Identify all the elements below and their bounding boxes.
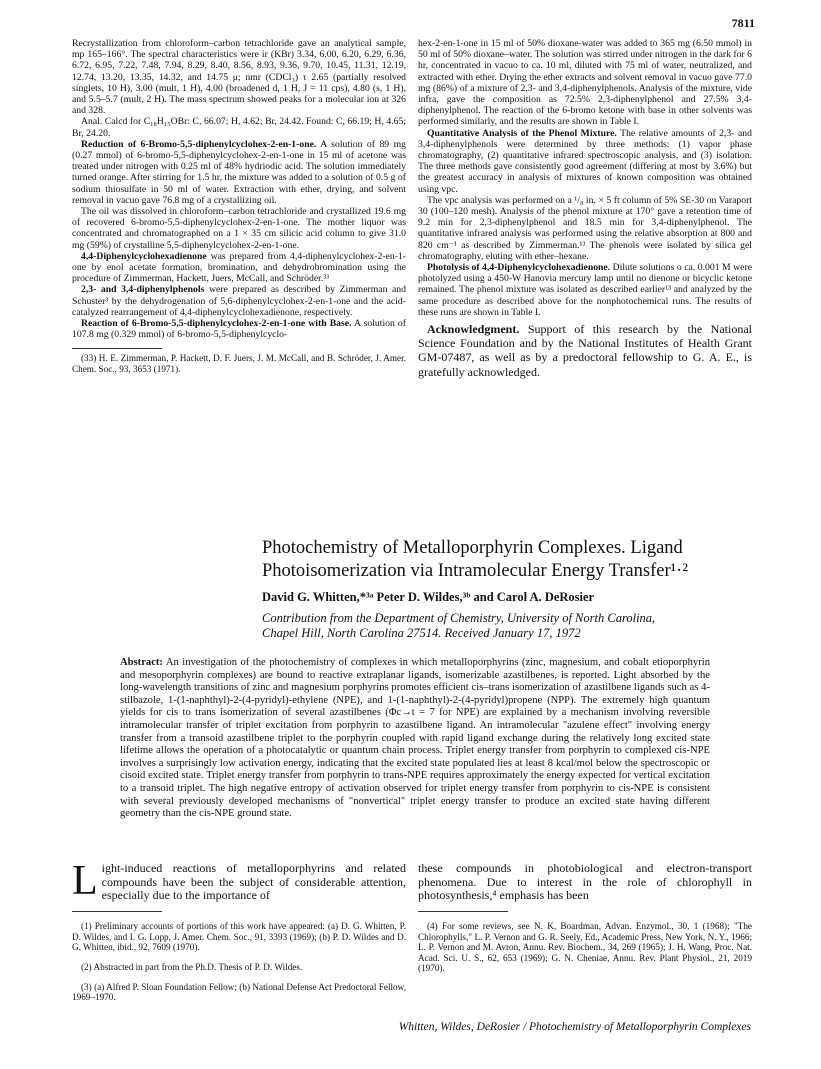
paragraph — [72, 139, 406, 206]
paragraph — [72, 38, 406, 116]
title-line: Photochemistry of Metalloporphyrin Complexes. Ligand — [262, 538, 683, 558]
footnote-divider — [418, 911, 508, 912]
title-line: Photoisomerization via Intramolecular Energy Transfer¹·² — [262, 561, 688, 581]
paragraph-heading: Quantitative Analysis of the Phenol Mixture. — [427, 127, 617, 139]
running-footer: Whitten, Wildes, DeRosier / Photochemistry of Metalloporphyrin Complexes — [398, 1021, 751, 1033]
body-right-column — [418, 862, 752, 1012]
paragraph-text: A solution of 89 mg (0.27 mmol) of 6-bromo-5,5-diphenylcyclohex-2-en-1-one in 15 ml of acetone was treated under nitrogen with 0.25 ml of 48% hydriodic acid. The solution immediately turned orange. After stirring for 1.5 hr, the mixture was added to a solution of 0.5 g of sodium thiosulfate in 50 ml of water. Extraction with ether, drying, and solvent removal in vacuo gave 76.8 mg of a crystallizing oil. — [72, 138, 406, 206]
paragraph-heading: 2,3- and 3,4-diphenylphenols — [81, 284, 205, 296]
footnote: (1) Preliminary accounts of portions of this work have appeared: (a) D. G. Whitten, P. D. Wildes, and I. G. Lopp, J. Amer. Chem. Soc., 91, 3393 (1969); (b) P. D. Wildes and D. G. Whitten, ibid., 92, 7609 (1970). — [72, 920, 406, 953]
top-left-column — [72, 38, 406, 379]
paragraph-text: Anal. Calcd for C₁₈H₁₅OBr: C, 66.07; H, 4.62; Br, 24.42. Found: C, 66.19; H, 4.65; Br, 24.20. — [72, 116, 406, 139]
footnote: (33) H. E. Zimmerman, P. Hackett, D. F. Juers, J. M. McCall, and B. Schröder, J. Amer. Chem. Soc., 93, 3653 (1971). — [72, 353, 406, 375]
paragraph-heading: Reaction of 6-Bromo-5,5-diphenylcyclohex-2-en-1-one with Base. — [81, 318, 352, 330]
drop-cap: L — [72, 858, 98, 904]
paragraph-text: hex-2-en-1-one in 15 ml of 50% dioxane-water was added to 365 mg (6.50 mmol) in 50 ml of 50% dioxane–water. The solution was stirred under nitrogen in the dark for 6 hr, concentrated in vacuo to ca. 10 ml, diluted with 75 ml of water, neutralized, and extracted with ether. Drying the ether extracts and solvent removal in vacuo gave 77.0 mg (86%) of a mixture of 2,3- and 3,4-diphenylphenols. Analysis of the mixture, vide infra, gave the composition as 72.5% 2,3-diphenylphenol and 27.5% 3,4-diphenylphenol. The reaction of the 6-bromo ketone with base in other solvents was performed similarly, and the results are shown in Table I. — [418, 38, 752, 128]
paragraph-text: A solution of 107.8 mg (0.329 mmol) of 6-bromo-5,5-diphenylcyclo- — [72, 318, 406, 341]
paragraph-heading: 4,4-Diphenylcyclohexadienone — [81, 250, 207, 262]
paragraph — [418, 195, 752, 262]
paragraph-text: Recrystallization from chloroform–carbon tetrachloride gave an analytical sample, mp 165–166°. The spectral characteristics were ir (KBr) 3.34, 6.00, 6.20, 6.29, 6.36, 6.72, 6.95, 7.22, 7.48, 7.94, 8.29, 8.40, 8.56, 8.93, 9.36, 9.70, 10.45, 11.31, 12.19, 12.74, 13.20, 13.35, 14.32, and 14.75 μ; nmr (CDCl₃) τ 2.65 (partially resolved singlets, 10 H), 3.00 (mult, 1 H), 4.00 (broadened d, 1 H, J = 11 cps), 4.80 (s, 1 H), and 5.5–5.7 (mult, 2 H). The mass spectrum showed peaks for a molecular ion at 326 and 328. — [72, 38, 406, 117]
affiliation — [262, 611, 742, 641]
paragraph — [418, 38, 752, 128]
paragraph — [72, 858, 406, 904]
article-header — [262, 537, 742, 641]
introduction-section — [72, 858, 752, 1012]
page-number: 7811 — [731, 16, 755, 30]
footnote-divider — [72, 911, 162, 912]
abstract — [120, 657, 710, 821]
paragraph-text: were prepared as described by Zimmerman and Schuster³ by the dehydrogenation of 5,6-diphenylcyclohex-2-en-1-one and the acid-catalyzed rearrangement of 4,4-diphenylcyclohexadienone, respectively. — [72, 284, 406, 318]
paragraph — [418, 262, 752, 318]
acknowledgment-text: Support of this research by the National Science Foundation and by the National Institutes of Health Grant GM-07487, as well as by a predoctoral fellowship to G. A. E., is gratefully acknowledged. — [418, 322, 752, 379]
experimental-section — [72, 38, 752, 379]
abstract-text: An investigation of the photochemistry of complexes in which metalloporphyrins (zinc, magnesium, and cobalt etioporphyrin and mesoporphyrin complexes) are bound to reactive extraplanar ligands, isomerizable azastilbenes, is reported. Light absorbed by the long-wavelength transitions of zinc and magnesium porphyrins promotes efficient cis–trans isomerization of azastilbene ligands such as 4-stilbazole, 1-(1-naphthyl)-2-(4-pyridyl)-ethylene (NPE), and 1-(1-naphthyl)-2-(4-pyridyl)propene (NPP). The extremely high quantum yields for cis to trans isomerization of several azastilbenes (Φc→t = 7 for NPE) are explained by a mechanism involving reversible intramolecular transfer of triplet excitation from porphyrin to azastilbene ligand. An intramolecular "azulene effect" involving energy transfer from a transoid azastilbene triplet to the porphyrin coupled with rapid ligand exchange during the relatively long excited state lifetime allows the operation of a photocatalytic or quantum chain process. Triplet energy transfer from porphyrin to complexed cis-NPE involves a surprisingly low activation energy, indicating that the excited state populated lies at least 8 kcal/mol below the spectroscopic or cisoid excited state. Triplet energy transfer from porphyrin to trans-NPE requires approximately the energy expected for vertical excitation to a transoid triplet. The high negative entropy of activation observed for triplet energy transfer from porphyrin to cis-NPE is consistent with several previously developed mechanisms of "nonvertical" triplet energy transfer to produce an excited state having different geometry than the cis-NPE ground state. — [120, 657, 710, 820]
paragraph: these compounds in photobiological and electron-transport phenomena. Due to interest in the role of chlorophyll in photosynthesis,⁴ emphasis has been — [418, 861, 752, 903]
paragraph — [72, 284, 406, 318]
abstract-label: Abstract: — [120, 657, 163, 668]
paragraph — [72, 206, 406, 251]
affiliation-line: Chapel Hill, North Carolina 27514. Received January 17, 1972 — [262, 626, 581, 640]
authors: David G. Whitten,*³ᵃ Peter D. Wildes,³ᵇ and Carol A. DeRosier — [262, 590, 595, 604]
paragraph-text: Dilute solutions o ca. 0.001 M were photolyzed using a 450-W Hanovia mercury lamp until no dienone or bicyclic ketone remained. The phenol mixture was isolated as described earlier¹³ and analyzed by the same procedure as described above for the nonphotochemical runs. The results of these runs are shown in Table I. — [418, 262, 752, 318]
acknowledgment-label: Acknowledgment. — [427, 322, 520, 337]
paragraph-heading: Photolysis of 4,4-Diphenylcyclohexadienone. — [427, 262, 611, 274]
paragraph-text: The vpc analysis was performed on a ¹/₈ in. × 5 ft column of 5% SE-30 on Varaport 30 (100–120 mesh). Analysis of the phenol mixture at 170° gave a retention time of 9.2 min for 2,3-diphenylphenol and 18.5 min for 3,4-diphenylphenol. The quantitative infrared analysis was performed using the relative absorption at 800 and 820 cm⁻¹ as described by Zimmerman.¹³ The phenols were isolated by silica gel chromatography, eluting with ether–hexane. — [418, 194, 752, 262]
paragraph-text: The relative amounts of 2,3- and 3,4-diphenylphenols were determined by three methods: (1) vapor phase chromatography, (2) quantitative infrared spectroscopic analysis, and (3) isolation. The three methods gave consistently good agreement (differing at most by 3.6%) but the greatest accuracy in analysis of mixtures of known composition was obtained using vpc. — [418, 127, 752, 195]
footnote: (4) For some reviews, see N. K, Boardman, Advan. Enzymol., 30, 1 (1968); "The Chlorophylls," L. P. Vernon and G. R. Seely, Ed., Academic Press, New York, N. Y., 1966; L. P. Vernon and M. Avron, Annu. Rev. Biochem., 34, 269 (1965); J. H. Wang, Proc. Nat. Acad. Sci. U. S., 62, 653 (1969); G. N. Cheniae, Annu. Rev. Plant Physiol., 21, 2019 (1970). — [418, 920, 752, 974]
paragraph-text: ight-induced reactions of metalloporphyrins and related compounds have been the subject of considerable attention, especially due to the importance of — [101, 861, 406, 903]
paragraph-text: The oil was dissolved in chloroform–carbon tetrachloride and crystallized 19.6 mg of recovered 6-bromo-5,5-diphenylcyclohex-2-en-1-one. The mother liquor was concentrated and chromatographed on a 1 × 35 cm silicic acid column to give 31.0 mg (59%) of crystalline 5,5-diphenylcyclohex-2-en-1-one. — [72, 206, 406, 251]
affiliation-line: Contribution from the Department of Chemistry, University of North Carolina, — [262, 611, 656, 625]
article-title — [262, 537, 742, 583]
paragraph — [72, 318, 406, 340]
paragraph-text: was prepared from 4,4-diphenylcyclohex-2-en-1-one by enol acetate formation, bromination, and dehydrobromination using the procedure of Zimmerman, Hackett, Juers, McCall, and Schröder.³³ — [72, 250, 406, 285]
paragraph — [72, 116, 406, 138]
footnote: (3) (a) Alfred P. Sloan Foundation Fellow; (b) National Defense Act Predoctoral Fellow, 1969–1970. — [72, 981, 406, 1003]
footnote: (2) Abstracted in part from the Ph.D. Thesis of P. D. Wildes. — [81, 961, 303, 972]
paragraph — [418, 128, 752, 195]
footnote-divider — [72, 348, 162, 349]
acknowledgment — [418, 322, 752, 379]
top-right-column — [418, 38, 752, 379]
paragraph-heading: Reduction of 6-Bromo-5,5-diphenylcyclohex-2-en-1-one. — [81, 138, 317, 150]
paragraph — [72, 251, 406, 285]
body-left-column — [72, 858, 406, 1012]
